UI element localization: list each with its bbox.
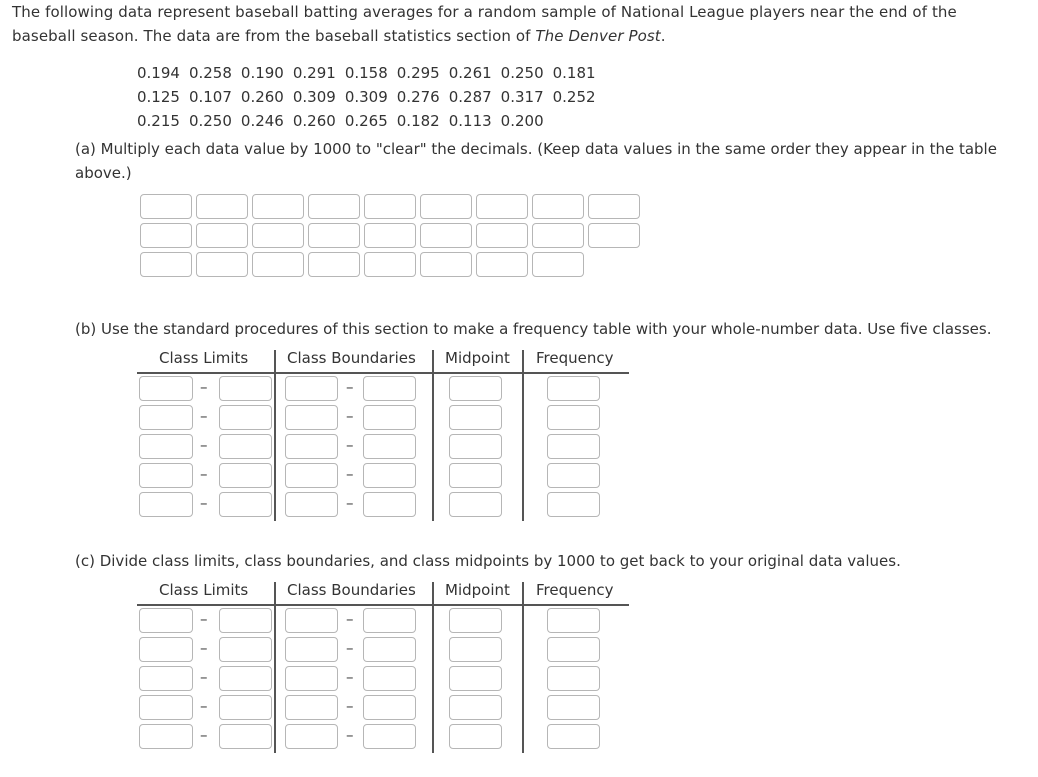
whole-number-input[interactable] [252, 223, 304, 248]
batting-averages-table [137, 61, 605, 133]
header-class-boundaries: Class Boundaries [287, 349, 416, 367]
header-class-boundaries: Class Boundaries [287, 581, 416, 599]
intro-text [12, 0, 1022, 48]
data-value: 0.215 [137, 112, 180, 130]
upper-class-boundary-input[interactable] [363, 637, 416, 662]
whole-number-input[interactable] [140, 194, 192, 219]
upper-class-limit-input[interactable] [219, 666, 272, 691]
upper-class-boundary-input[interactable] [363, 608, 416, 633]
lower-class-boundary-input[interactable] [285, 434, 338, 459]
upper-class-boundary-input[interactable] [363, 666, 416, 691]
data-value: 0.181 [552, 64, 596, 82]
limit-dash: – [200, 726, 208, 744]
whole-number-input[interactable] [140, 223, 192, 248]
whole-number-input[interactable] [532, 223, 584, 248]
frequency-input[interactable] [547, 405, 600, 430]
whole-number-input[interactable] [420, 223, 472, 248]
frequency-input[interactable] [547, 666, 600, 691]
whole-number-input[interactable] [476, 194, 528, 219]
upper-class-boundary-input[interactable] [363, 376, 416, 401]
upper-class-limit-input[interactable] [219, 405, 272, 430]
whole-number-input[interactable] [476, 223, 528, 248]
upper-class-limit-input[interactable] [219, 434, 272, 459]
boundary-dash: – [346, 726, 354, 744]
frequency-table-b [137, 346, 629, 512]
whole-number-input[interactable] [588, 223, 640, 248]
frequency-table-row [137, 374, 629, 403]
data-value: 0.309 [344, 88, 388, 106]
data-value: 0.265 [344, 112, 388, 130]
data-value: 0.190 [240, 64, 284, 82]
data-value: 0.317 [500, 88, 544, 106]
whole-number-input[interactable] [364, 223, 416, 248]
boundary-dash: – [346, 668, 354, 686]
whole-number-input[interactable] [532, 194, 584, 219]
data-value: 0.252 [552, 88, 596, 106]
lower-class-limit-input[interactable] [139, 434, 193, 459]
header-midpoint: Midpoint [445, 581, 510, 599]
midpoint-input[interactable] [449, 637, 502, 662]
whole-number-input[interactable] [196, 194, 248, 219]
data-value: 0.246 [240, 112, 284, 130]
whole-number-input[interactable] [588, 194, 640, 219]
header-class-limits: Class Limits [159, 581, 249, 599]
limit-dash: – [200, 407, 208, 425]
frequency-table-row [137, 722, 629, 751]
whole-number-input[interactable] [140, 252, 192, 277]
whole-number-input[interactable] [308, 252, 360, 277]
boundary-dash: – [346, 465, 354, 483]
midpoint-input[interactable] [449, 695, 502, 720]
data-value: 0.194 [137, 64, 180, 82]
midpoint-input[interactable] [449, 463, 502, 488]
boundary-dash: – [346, 407, 354, 425]
whole-number-input[interactable] [196, 223, 248, 248]
frequency-input[interactable] [547, 434, 600, 459]
whole-number-input[interactable] [308, 194, 360, 219]
lower-class-boundary-input[interactable] [285, 637, 338, 662]
frequency-table-row [137, 461, 629, 490]
lower-class-boundary-input[interactable] [285, 492, 338, 517]
upper-class-limit-input[interactable] [219, 376, 272, 401]
lower-class-limit-input[interactable] [139, 405, 193, 430]
part-a-input-grid [138, 193, 642, 280]
frequency-input[interactable] [547, 695, 600, 720]
upper-class-boundary-input[interactable] [363, 695, 416, 720]
boundary-dash: – [346, 494, 354, 512]
upper-class-limit-input[interactable] [219, 695, 272, 720]
boundary-dash: – [346, 378, 354, 396]
frequency-table-row [137, 635, 629, 664]
whole-number-input[interactable] [252, 194, 304, 219]
frequency-table-header [137, 578, 629, 606]
boundary-dash: – [346, 697, 354, 715]
frequency-input[interactable] [547, 463, 600, 488]
upper-class-boundary-input[interactable] [363, 434, 416, 459]
lower-class-boundary-input[interactable] [285, 608, 338, 633]
limit-dash: – [200, 697, 208, 715]
whole-number-input[interactable] [532, 252, 584, 277]
upper-class-limit-input[interactable] [219, 463, 272, 488]
midpoint-input[interactable] [449, 724, 502, 749]
lower-class-limit-input[interactable] [139, 608, 193, 633]
limit-dash: – [200, 378, 208, 396]
upper-class-boundary-input[interactable] [363, 492, 416, 517]
whole-number-input[interactable] [308, 223, 360, 248]
part-b-instructions: (b) Use the standard procedures of this section to make a frequency table with your whole-number data. Use five classes. [75, 320, 992, 338]
lower-class-limit-input[interactable] [139, 666, 193, 691]
intro-text-before: The following data represent baseball batting averages for a random sample of National League players near the end of the baseball season. The data are from the baseball statistics section of [12, 3, 957, 45]
data-value: 0.158 [344, 64, 388, 82]
data-value: 0.125 [137, 88, 180, 106]
frequency-table-body [137, 374, 629, 519]
data-value: 0.291 [292, 64, 336, 82]
whole-number-input[interactable] [252, 252, 304, 277]
upper-class-boundary-input[interactable] [363, 405, 416, 430]
midpoint-input[interactable] [449, 405, 502, 430]
data-value: 0.258 [188, 64, 232, 82]
frequency-input[interactable] [547, 376, 600, 401]
limit-dash: – [200, 610, 208, 628]
midpoint-input[interactable] [449, 608, 502, 633]
upper-class-boundary-input[interactable] [363, 463, 416, 488]
data-value: 0.309 [292, 88, 336, 106]
lower-class-limit-input[interactable] [139, 463, 193, 488]
data-value: 0.113 [448, 112, 492, 130]
intro-text-after: . [660, 27, 666, 45]
whole-number-input[interactable] [196, 252, 248, 277]
upper-class-limit-input[interactable] [219, 724, 272, 749]
lower-class-boundary-input[interactable] [285, 376, 338, 401]
frequency-table-row [137, 664, 629, 693]
lower-class-boundary-input[interactable] [285, 724, 338, 749]
data-value: 0.182 [396, 112, 440, 130]
lower-class-boundary-input[interactable] [285, 405, 338, 430]
limit-dash: – [200, 436, 208, 454]
input-grid-row [138, 222, 642, 251]
limit-dash: – [200, 465, 208, 483]
lower-class-limit-input[interactable] [139, 695, 193, 720]
frequency-input[interactable] [547, 637, 600, 662]
header-frequency: Frequency [536, 349, 614, 367]
boundary-dash: – [346, 639, 354, 657]
header-frequency: Frequency [536, 581, 614, 599]
frequency-input[interactable] [547, 724, 600, 749]
upper-class-limit-input[interactable] [219, 637, 272, 662]
upper-class-boundary-input[interactable] [363, 724, 416, 749]
data-value: 0.250 [500, 64, 544, 82]
limit-dash: – [200, 639, 208, 657]
header-midpoint: Midpoint [445, 349, 510, 367]
upper-class-limit-input[interactable] [219, 492, 272, 517]
boundary-dash: – [346, 436, 354, 454]
limit-dash: – [200, 494, 208, 512]
frequency-input[interactable] [547, 492, 600, 517]
data-value: 0.260 [240, 88, 284, 106]
limit-dash: – [200, 668, 208, 686]
frequency-table-header [137, 346, 629, 374]
part-c-instructions: (c) Divide class limits, class boundaries, and class midpoints by 1000 to get back to your original data values. [75, 552, 901, 570]
lower-class-limit-input[interactable] [139, 492, 193, 517]
midpoint-input[interactable] [449, 376, 502, 401]
whole-number-input[interactable] [364, 194, 416, 219]
lower-class-limit-input[interactable] [139, 376, 193, 401]
frequency-table-row [137, 432, 629, 461]
data-value: 0.295 [396, 64, 440, 82]
input-grid-row [138, 193, 642, 222]
input-grid-row [138, 251, 642, 280]
frequency-table-row [137, 693, 629, 722]
lower-class-limit-input[interactable] [139, 637, 193, 662]
intro-source: The Denver Post [535, 27, 661, 45]
upper-class-limit-input[interactable] [219, 608, 272, 633]
frequency-table-c [137, 578, 629, 744]
data-value: 0.276 [396, 88, 440, 106]
frequency-table-row [137, 403, 629, 432]
frequency-input[interactable] [547, 608, 600, 633]
data-value: 0.261 [448, 64, 492, 82]
frequency-table-row [137, 606, 629, 635]
lower-class-limit-input[interactable] [139, 724, 193, 749]
part-a-instructions: (a) Multiply each data value by 1000 to "clear" the decimals. (Keep data values in the same order they appear in the table above.) [75, 140, 997, 182]
header-class-limits: Class Limits [159, 349, 249, 367]
midpoint-input[interactable] [449, 434, 502, 459]
data-value: 0.250 [188, 112, 232, 130]
whole-number-input[interactable] [476, 252, 528, 277]
lower-class-boundary-input[interactable] [285, 666, 338, 691]
whole-number-input[interactable] [420, 252, 472, 277]
data-value: 0.287 [448, 88, 492, 106]
data-row [137, 61, 605, 85]
midpoint-input[interactable] [449, 666, 502, 691]
frequency-table-row [137, 490, 629, 519]
boundary-dash: – [346, 610, 354, 628]
data-value: 0.200 [500, 112, 544, 130]
data-value: 0.107 [188, 88, 232, 106]
frequency-table-body [137, 606, 629, 751]
lower-class-boundary-input[interactable] [285, 695, 338, 720]
data-row [137, 109, 605, 133]
data-value: 0.260 [292, 112, 336, 130]
whole-number-input[interactable] [420, 194, 472, 219]
midpoint-input[interactable] [449, 492, 502, 517]
whole-number-input[interactable] [364, 252, 416, 277]
data-row [137, 85, 605, 109]
lower-class-boundary-input[interactable] [285, 463, 338, 488]
